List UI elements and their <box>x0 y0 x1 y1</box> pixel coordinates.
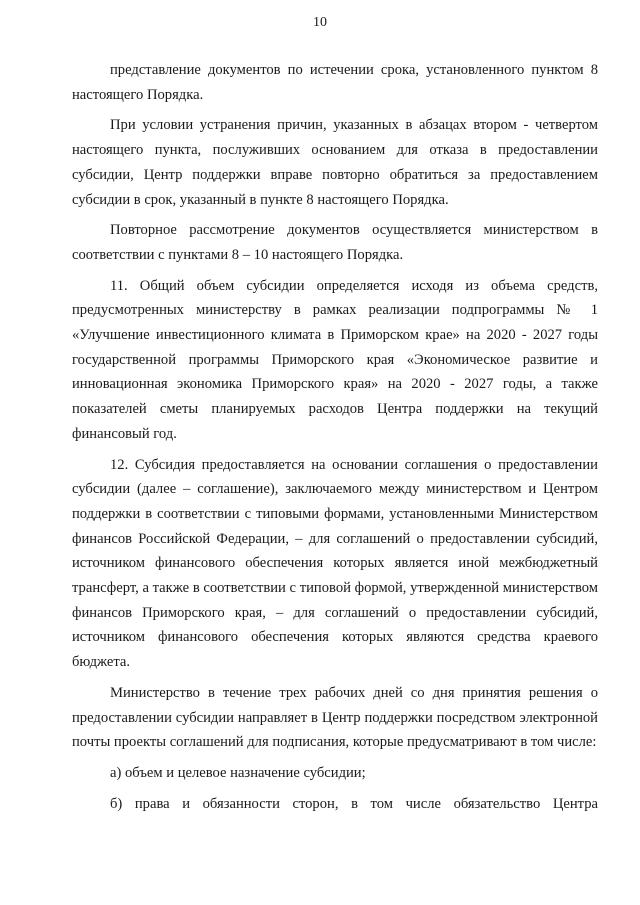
document-body <box>72 58 598 822</box>
list-item-a: а) объем и целевое назначение субсидии; <box>110 764 366 781</box>
paragraph-ministry-agreement: Министерство в течение трех рабочих дней со дня принятия решения о предоставлении субсидии направляет в Центр поддержки посредством электронной почты проекты соглашений для подписания, которые предусматривают в том числе: <box>72 684 598 751</box>
paragraph-item-11: 11. Общий объем субсидии определяется исходя из объема средств, предусмотренных министерству в рамках реализации подпрограммы № 1 «Улучшение инвестиционного климата в Приморском крае» на 2020 - 2027 годы государственной программы Приморского края «Экономическое развитие и инновационная экономика Приморского края» на 2020 - 2027 годы, а также показателей сметы планируемых расходов Центра поддержки на текущий финансовый год. <box>72 277 598 442</box>
paragraph-deadline-clause: представление документов по истечении срока, установленного пунктом 8 настоящего Порядка. <box>72 62 598 103</box>
page-number: 10 <box>313 15 327 30</box>
paragraph-reapplication: При условии устранения причин, указанных в абзацах втором - четвертом настоящего пункта, послуживших основанием для отказа в предоставлении субсидии, Центр поддержки вправе повторно обратиться за предоставлением субсидии в срок, указанный в пункте 8 настоящего Порядка. <box>72 117 598 208</box>
paragraph-repeat-review: Повторное рассмотрение документов осуществляется министерством в соответствии с пунктами 8 – 10 настоящего Порядка. <box>72 222 598 263</box>
list-item-b: б) права и обязанности сторон, в том числе обязательство Центра <box>110 795 598 812</box>
paragraph-item-12: 12. Субсидия предоставляется на основании соглашения о предоставлении субсидии (далее – соглашение), заключаемого между министерством и Центром поддержки в соответствии с типовыми формами, установленными Министерством финансов Российской Федерации, – для соглашений о предоставлении субсидий, источником финансового обеспечения которых является иной межбюджетный трансферт, а также в соответствии с типовой формой, утвержденной министерством финансов Приморского края, – для соглашений о предоставлении субсидий, источником финансового обеспечения которых являются средства краевого бюджета. <box>72 456 598 671</box>
